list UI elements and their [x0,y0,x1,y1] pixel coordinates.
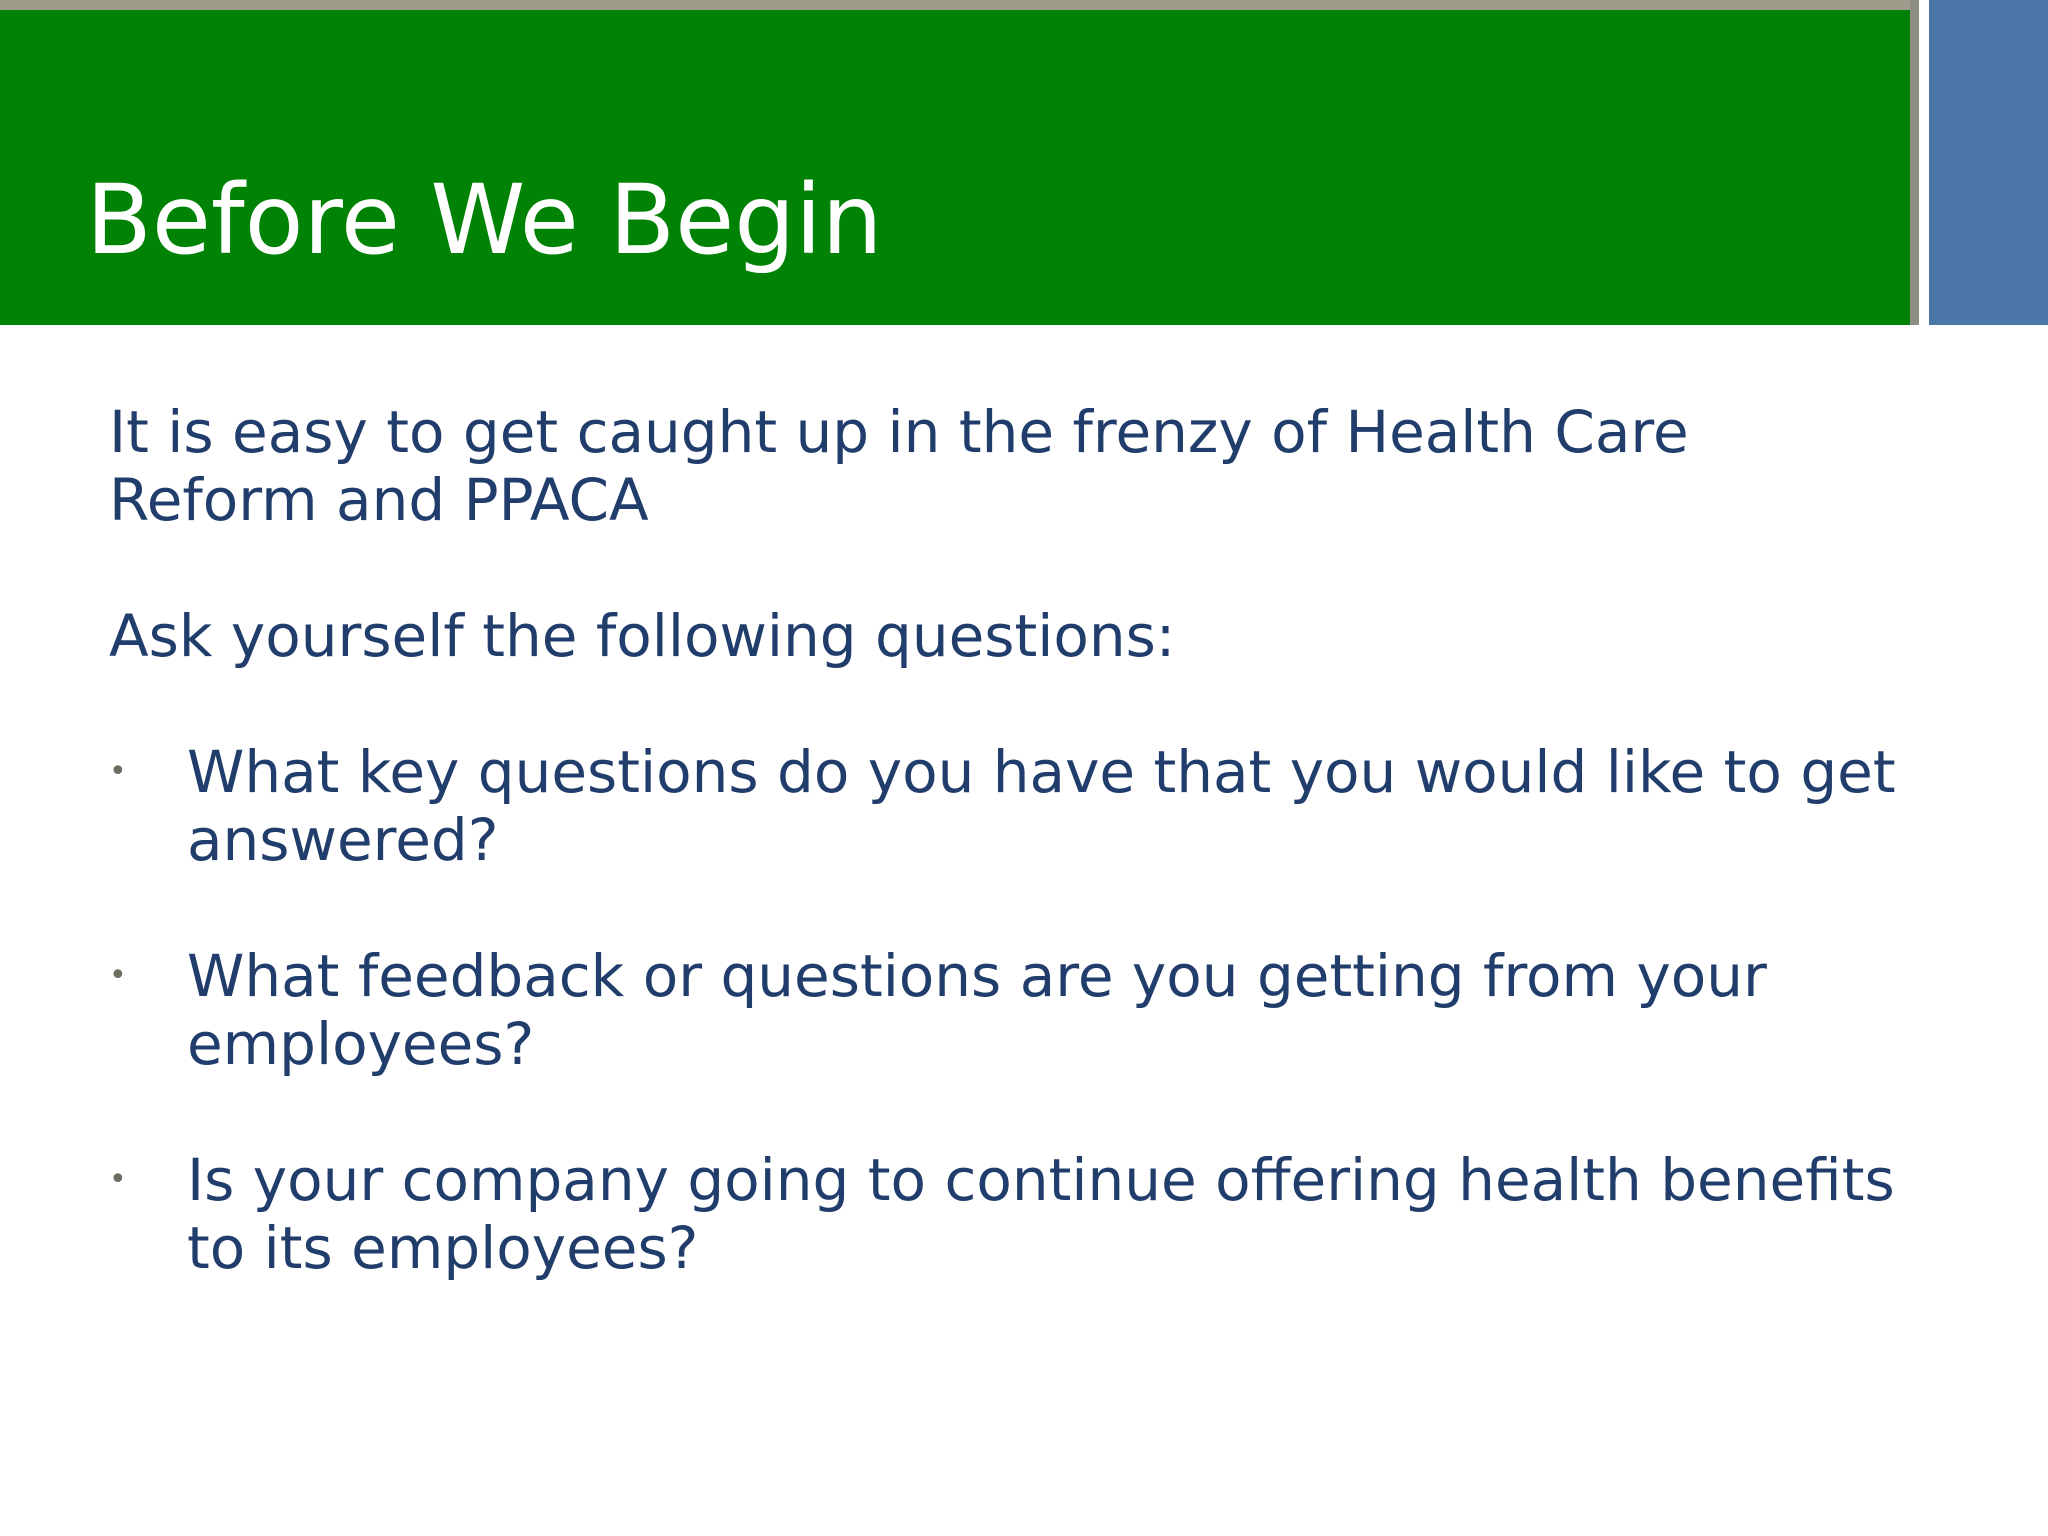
bullet-item [109,738,1909,874]
bullet-text: What feedback or questions are you getting from your employees? [187,942,1767,1078]
slide-body [109,398,1909,1350]
bullet-marker: • [109,1162,127,1197]
bullet-item [109,942,1909,1078]
bullet-marker: • [109,958,127,993]
intro-paragraph: It is easy to get caught up in the frenzy of Health Care Reform and PPACA [109,398,1689,534]
side-accent-block [1929,0,2048,325]
slide-title: Before We Begin [86,164,883,276]
questions-lead: Ask yourself the following questions: [109,602,1176,670]
title-top-strip [0,0,1919,10]
title-divider [1910,0,1919,325]
bullet-text: Is your company going to continue offering health benefits to its employees? [187,1146,1895,1282]
bullet-text: What key questions do you have that you would like to get answered? [187,738,1896,874]
bullet-marker: • [109,754,127,789]
bullet-item [109,1146,1909,1282]
